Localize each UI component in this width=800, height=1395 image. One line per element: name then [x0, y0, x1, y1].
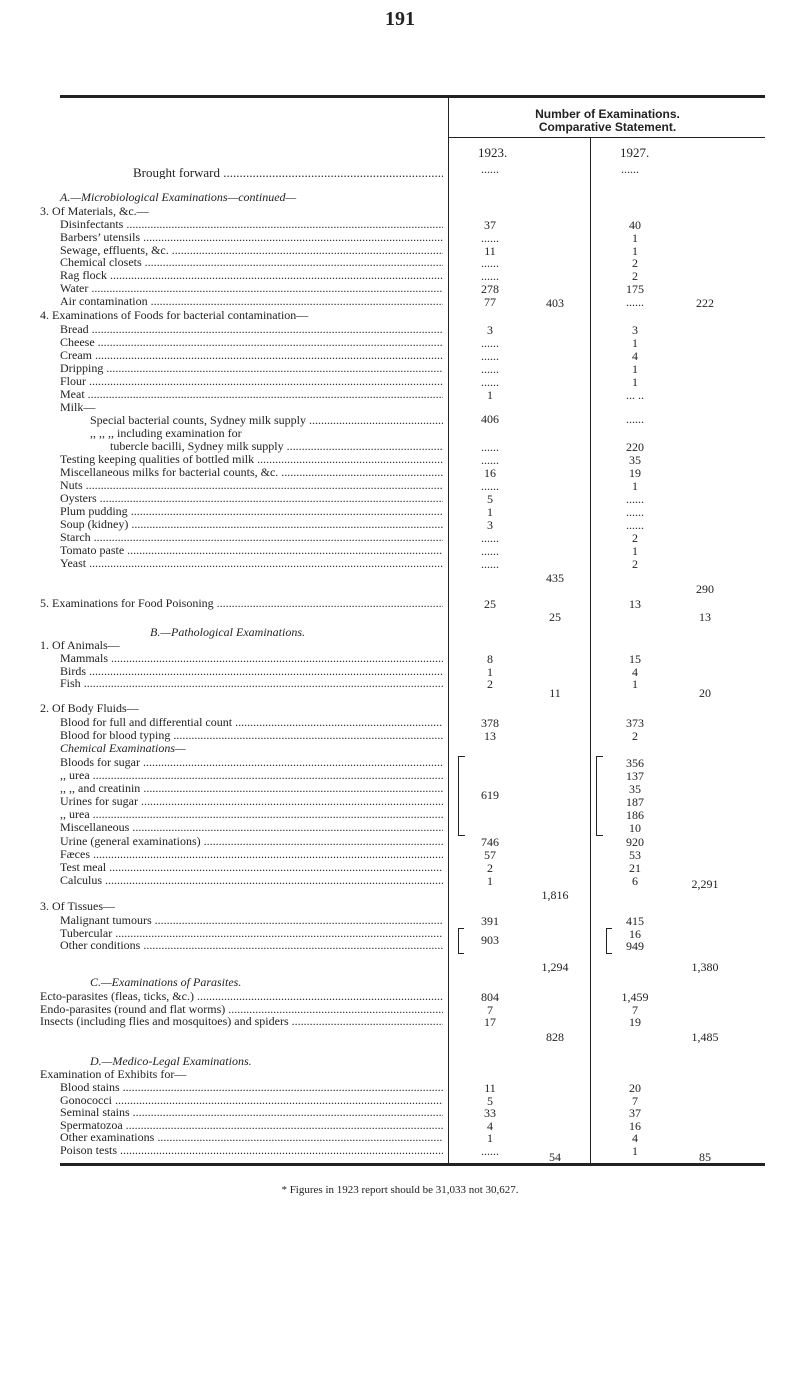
a4-row-label: Miscellaneous milks for bacterial counts, &c. .....: [60, 466, 443, 479]
a4-row-label: Plum pudding .....: [60, 505, 443, 518]
a3-row-1927: 1: [632, 230, 638, 245]
milk2-label-line1: ,, ,, ,, including examination for: [90, 426, 242, 440]
chem-row-1927: 187: [626, 795, 644, 809]
chem-group-1923: 619: [481, 788, 499, 802]
a4-row-1923: ......: [481, 544, 499, 558]
a3-row-label: Barbers’ utensils .....: [60, 231, 443, 244]
a4-row-label: Cheese .....: [60, 336, 443, 349]
a3-row-label: Rag flock .....: [60, 269, 443, 282]
a3-row-label: Disinfectants .....: [60, 218, 443, 231]
brought-forward: Brought forward .....: [133, 166, 443, 179]
a4-row-1923: ......: [481, 557, 499, 571]
a4-total-1923: 435: [546, 571, 564, 585]
d-total-1927: 85: [699, 1150, 711, 1164]
a4-row-1927: 3: [632, 323, 638, 337]
c-row-label: Ecto-parasites (fleas, ticks, &c.) .....: [40, 990, 443, 1003]
a3-row-1923: 11: [484, 243, 496, 258]
d-row-1927: 4: [632, 1131, 638, 1145]
b2-row-1923: 13: [484, 729, 496, 743]
c-row-label: Endo-parasites (round and flat worms) .....: [40, 1003, 443, 1016]
chem-title: Chemical Examinations—: [60, 741, 186, 755]
a3-row-1923: ......: [481, 230, 499, 245]
d-row-1923: 33: [484, 1106, 496, 1120]
section-a-title: A.—Microbiological Examinations—continued—: [60, 190, 297, 204]
c-total-1923: 828: [546, 1030, 564, 1044]
a4-row-1927: ... ..: [626, 388, 644, 402]
a3-row-1923: ......: [481, 256, 499, 271]
a3-row-label: Sewage, effluents, &c. .....: [60, 244, 443, 257]
a4-row-1923: ......: [481, 479, 499, 493]
b1-row-1927: 4: [632, 664, 638, 679]
section-b-title: B.—Pathological Examinations.: [150, 625, 305, 639]
a3-row-1923: ......: [481, 269, 499, 284]
b1-total-1927: 20: [699, 686, 711, 700]
b3-row-1927: 415: [626, 914, 644, 928]
chem-row-1927: 356: [626, 756, 644, 770]
a5-total-1923: 25: [549, 610, 561, 624]
d-row-1927: 20: [629, 1081, 641, 1095]
brought-forward-1923: ......: [481, 162, 499, 176]
b2-row-label: Urine (general examinations) .....: [60, 835, 443, 848]
a4-row-label: Tomato paste .....: [60, 544, 443, 557]
section-c-title: C.—Examinations of Parasites.: [90, 975, 242, 989]
chem-row-1927: 137: [626, 769, 644, 783]
a3-row-1923: 278: [481, 282, 499, 296]
b2-row-1927: 6: [632, 874, 638, 888]
section-b2-title: 2. Of Body Fluids—: [40, 701, 139, 715]
d-row-1923: 5: [487, 1093, 493, 1108]
d-row-label: Gonococci .....: [60, 1094, 443, 1107]
d-row-1927: 1: [632, 1143, 638, 1158]
b2-row-1923: 57: [484, 848, 496, 862]
a4-row-1923: ......: [481, 531, 499, 545]
year-1923: 1923.: [478, 145, 508, 160]
b3-total-1927: 1,380: [691, 960, 719, 974]
b1-row-1927: 1: [632, 677, 638, 691]
chem-row-label: Urines for sugar .....: [60, 795, 443, 808]
d-total-1923: 54: [549, 1150, 561, 1164]
c-row-1923: 7: [487, 1002, 493, 1017]
brought-forward-1927: ......: [621, 162, 639, 176]
b3-group-1923: 903: [481, 933, 499, 947]
a5-1923: 25: [484, 597, 496, 611]
d-row-label: Poison tests .....: [60, 1144, 443, 1157]
b3-total-1923: 1,294: [541, 960, 569, 974]
a4-row-label: Flour .....: [60, 375, 443, 388]
b3-malignant-1923: 391: [481, 914, 499, 928]
a4-row-1923: 3: [487, 518, 493, 532]
footnote: * Figures in 1923 report should be 31,033 not 30,627.: [281, 1184, 519, 1196]
a4-row-label: Soup (kidney) .....: [60, 518, 443, 531]
milk2-1927: 220: [626, 440, 644, 454]
c-row-1927: 7: [632, 1002, 638, 1017]
c-row-1927: 1,459: [621, 990, 649, 1004]
c-row-1923: 804: [481, 990, 499, 1004]
b2-row-label: Blood for blood typing .....: [60, 729, 443, 742]
a4-total-1927: 290: [696, 582, 714, 596]
a3-row-1927: ......: [626, 294, 644, 309]
milk2-label-line2: tubercle bacilli, Sydney milk supply .....: [110, 440, 443, 453]
a4-row-1927: ......: [626, 518, 644, 532]
a3-row-label: Water .....: [60, 282, 443, 295]
a4-row-1927: ......: [626, 505, 644, 519]
d-row-label: Spermatozoa .....: [60, 1119, 443, 1132]
d-row-1927: 16: [629, 1118, 641, 1133]
a5-label: 5. Examinations for Food Poisoning .....: [40, 597, 443, 610]
b2-row-label: Test meal .....: [60, 861, 443, 874]
milk1-label: Special bacterial counts, Sydney milk supply .....: [90, 414, 443, 427]
a4-row-1927: 2: [632, 531, 638, 545]
a4-row-1927: 1: [632, 375, 638, 389]
a5-1927: 13: [629, 597, 641, 611]
chem-row-1927: 10: [629, 821, 641, 835]
a3-row-1927: 175: [626, 282, 644, 296]
a3-total-1923: 403: [546, 296, 564, 310]
b1-row-1923: 1: [487, 664, 493, 679]
a4-row-1923: ......: [481, 362, 499, 376]
a4-row-1927: 2: [632, 557, 638, 571]
a5-total-1927: 13: [699, 610, 711, 624]
a4-row-label: Cream .....: [60, 349, 443, 362]
section-a4-title: 4. Examinations of Foods for bacterial contamination—: [40, 308, 309, 322]
b2-row-1927: 21: [629, 861, 641, 875]
a3-row-1927: 2: [632, 269, 638, 284]
b3-row-1927: 16: [629, 926, 641, 941]
b3-row-label: Malignant tumours .....: [60, 914, 443, 927]
a3-row-1923: 37: [484, 218, 496, 232]
header-underline: [448, 137, 765, 138]
section-b3-title: 3. Of Tissues—: [40, 899, 116, 913]
a3-row-label: Air contamination .....: [60, 295, 443, 308]
chem-row-1927: 35: [629, 782, 641, 796]
b2-row-label: Calculus .....: [60, 874, 443, 887]
b2-row-1927: 920: [626, 835, 644, 849]
chem-row-label: ,, urea .....: [60, 808, 443, 821]
section-b1-title: 1. Of Animals—: [40, 638, 120, 652]
section-a3-title: 3. Of Materials, &c.—: [40, 204, 149, 218]
a4-row-label: Nuts .....: [60, 479, 443, 492]
bottom-rule: [60, 1163, 765, 1166]
a3-row-1927: 40: [629, 218, 641, 232]
d-row-1923: 1: [487, 1131, 493, 1145]
a4-row-1923: ......: [481, 349, 499, 363]
a4-row-label: Dripping .....: [60, 362, 443, 375]
section-d-sub: Examination of Exhibits for—: [40, 1067, 187, 1081]
b1-row-label: Fish .....: [60, 677, 443, 690]
b2-row-label: Blood for full and differential count .....: [60, 716, 443, 729]
milk1-1927: ......: [626, 412, 644, 426]
c-total-1927: 1,485: [691, 1030, 719, 1044]
a4-row-1927: 1: [632, 544, 638, 558]
a3-row-1923: 77: [484, 294, 496, 309]
c-row-1927: 19: [629, 1015, 641, 1029]
chem-brace-1927: [596, 756, 603, 836]
a3-row-1927: 2: [632, 256, 638, 271]
a4-row-1923: 1: [487, 388, 493, 402]
a4-row-1923: ......: [481, 375, 499, 389]
b2-total-1923: 1,816: [541, 888, 569, 902]
d-row-1927: 7: [632, 1093, 638, 1108]
a4-row-label: Meat .....: [60, 388, 443, 401]
a3-total-1927: 222: [696, 296, 714, 310]
a4-row-1923: ......: [481, 336, 499, 350]
a4-row-label: Yeast .....: [60, 557, 443, 570]
b2-row-label: Fæces .....: [60, 848, 443, 861]
b1-row-label: Mammals .....: [60, 652, 443, 665]
a4-row-1927: ......: [626, 492, 644, 506]
b1-total-1923: 11: [549, 686, 561, 700]
chem-row-label: Bloods for sugar .....: [60, 756, 443, 769]
a4-row-1923: ......: [481, 453, 499, 467]
d-row-label: Seminal stains .....: [60, 1106, 443, 1119]
a4-row-1927: 19: [629, 466, 641, 480]
a4-row-1923: 16: [484, 466, 496, 480]
chem-row-label: ,, ,, and creatinin .....: [60, 782, 443, 795]
b2-row-1923: 1: [487, 874, 493, 888]
table-header: [450, 108, 765, 134]
b1-row-1927: 15: [629, 652, 641, 666]
b2-row-1923: 2: [487, 861, 493, 875]
header-title-2: Comparative Statement.: [538, 120, 677, 134]
year-1927: 1927.: [620, 145, 650, 160]
a4-row-1923: 5: [487, 492, 493, 506]
b3-brace-1927: [606, 928, 612, 954]
d-row-1923: 4: [487, 1118, 493, 1133]
b2-row-1927: 53: [629, 848, 641, 862]
a4-row-label: Bread .....: [60, 323, 443, 336]
a4-row-1923: 1: [487, 505, 493, 519]
top-rule: [60, 95, 765, 98]
a4-row-1927: 1: [632, 479, 638, 493]
milk2-1923: ......: [481, 440, 499, 454]
column-divider-label: [448, 98, 449, 1163]
b2-row-1923: 378: [481, 716, 499, 730]
a4-row-label: Oysters .....: [60, 492, 443, 505]
d-row-1923: ......: [481, 1143, 499, 1158]
chem-row-label: Miscellaneous .....: [60, 821, 443, 834]
b1-row-label: Birds .....: [60, 665, 443, 678]
chem-row-1927: 186: [626, 808, 644, 822]
c-row-1923: 17: [484, 1015, 496, 1029]
section-d-title: D.—Medico-Legal Examinations.: [90, 1054, 252, 1068]
b2-row-1927: 373: [626, 716, 644, 730]
a4-row-1927: 1: [632, 362, 638, 376]
b2-total-1927: 2,291: [691, 877, 719, 891]
header-title-1: Number of Examinations.: [535, 107, 680, 121]
b2-row-1923: 746: [481, 835, 499, 849]
b3-row-1927: 949: [626, 939, 644, 953]
b3-row-label: Other conditions .....: [60, 939, 443, 952]
d-row-label: Other examinations .....: [60, 1131, 443, 1144]
b2-row-1927: 2: [632, 729, 638, 743]
a3-row-label: Chemical closets .....: [60, 256, 443, 269]
a4-row-1927: 4: [632, 349, 638, 363]
a3-row-1927: 1: [632, 243, 638, 258]
b3-row-label: Tubercular .....: [60, 927, 443, 940]
a4-row-1927: 35: [629, 453, 641, 467]
a4-row-label: Testing keeping qualities of bottled milk .....: [60, 453, 443, 466]
b1-row-1923: 2: [487, 677, 493, 691]
d-row-label: Blood stains .....: [60, 1081, 443, 1094]
milk1-1923: 406: [481, 412, 499, 426]
column-divider-1927: [590, 138, 591, 1163]
d-row-1927: 37: [629, 1106, 641, 1120]
chem-row-label: ,, urea .....: [60, 769, 443, 782]
a4-row-1923: 3: [487, 323, 493, 337]
a4-row-1927: 1: [632, 336, 638, 350]
c-row-label: Insects (including flies and mosquitoes) and spiders .....: [40, 1015, 443, 1028]
d-row-1923: 11: [484, 1081, 496, 1095]
page-number: 191: [385, 8, 415, 30]
b1-row-1923: 8: [487, 652, 493, 666]
a4-row-label: Starch .....: [60, 531, 443, 544]
milk-label: Milk—: [60, 400, 96, 414]
